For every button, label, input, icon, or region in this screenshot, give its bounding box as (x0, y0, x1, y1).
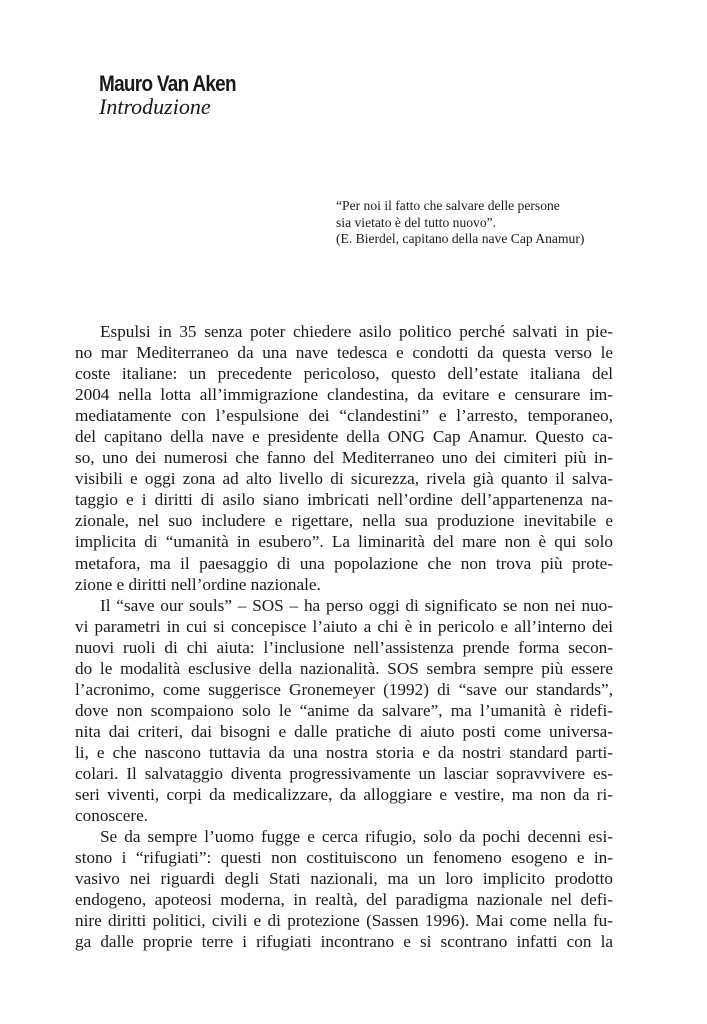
text-line: do le modalità esclusive della nazionalità. SOS sembra sempre più essere (75, 658, 613, 678)
text-line: nuovi ruoli di chi aiuta: l’inclusione nell’assistenza prende forma secon- (75, 637, 613, 657)
epigraph-line: sia vietato è del tutto nuovo”. (336, 214, 497, 230)
text-line: colari. Il salvataggio diventa progressivamente un lasciar sopravvivere es- (75, 763, 613, 783)
text-line: Espulsi in 35 senza poter chiedere asilo politico perché salvati in pie- (100, 322, 613, 341)
text-line: taggio e i diritti di asilo siano imbricati nell’ordine dell’appartenenza na- (75, 490, 613, 510)
text-line: Il “save our souls” – SOS – ha perso oggi di significato se non nei nuo- (100, 595, 613, 615)
text-line: no mar Mediterraneo da una nave tedesca e condotti da questa verso le (75, 343, 613, 363)
text-line: seri viventi, corpi da medicalizzare, da alloggiare e vestire, ma non da ri- (75, 785, 613, 805)
epigraph-line: “Per noi il fatto che salvare delle persone (336, 198, 560, 213)
text-line: vasivo nei riguardi degli Stati nazionali, ma un loro implicito prodotto (75, 869, 613, 889)
paragraph (75, 321, 613, 595)
text-line: Se da sempre l’uomo fugge e cerca rifugio, solo da pochi decenni esi- (100, 827, 613, 847)
text-line: visibili e oggi zona ad alto livello di sicurezza, rivela già quanto il salva- (75, 469, 613, 489)
paragraph (75, 826, 613, 952)
text-line: 2004 nella lotta all’immigrazione clandestina, da evitare e censurare im- (75, 385, 613, 405)
epigraph-line: (E. Bierdel, capitano della nave Cap Anamur) (336, 231, 585, 246)
text-line: nire diritti politici, civili e di protezione (Sassen 1996). Mai come nella fu- (75, 911, 613, 931)
text-line: dove non scompaiono solo le “anime da salvare”, ma l’umanità è ridefi- (75, 700, 613, 720)
text-line: li, e che nascono tuttavia da una nostra storia e da nostri standard parti- (75, 742, 613, 762)
text-line: vi parametri in cui si concepisce l’aiuto a chi è in pericolo e all’interno dei (75, 616, 613, 636)
text-line: conoscere. (75, 806, 149, 826)
text-line: stono i “rifugiati”: questi non costituiscono un fenomeno esogeno e in- (75, 848, 613, 868)
text-line: implicita di “umanità in esubero”. La liminarità del mare non è qui solo (75, 532, 613, 552)
text-line: zionale, nel suo includere e rigettare, nella sua produzione inevitabile e (75, 511, 613, 531)
body-text (75, 321, 613, 952)
text-line: metafora, ma il paesaggio di una popolazione che non trova più prote- (75, 553, 613, 573)
text-line: l’acronimo, come suggerisce Gronemeyer (1992) di “save our standards”, (75, 679, 613, 699)
text-line: zione e diritti nell’ordine nazionale. (75, 574, 321, 594)
author-name: Mauro Van Aken (99, 71, 236, 96)
text-line: del capitano della nave e presidente della ONG Cap Anamur. Questo ca- (75, 427, 613, 447)
text-line: coste italiane: un precedente pericoloso, questo dell’estate italiana del (75, 364, 613, 384)
chapter-title: Introduzione (99, 94, 211, 119)
paragraph (75, 595, 613, 827)
epigraph (336, 198, 636, 248)
text-line: so, uno dei numerosi che fanno del Mediterraneo uno dei cimiteri più in- (75, 448, 613, 468)
text-line: ga dalle proprie terre i rifugiati incontrano e si scontrano infatti con la (75, 932, 613, 952)
text-line: endogeno, apoteosi moderna, in realtà, del paradigma nazionale nel defi- (75, 890, 613, 910)
text-line: nita dai criteri, dai bisogni e dalle pratiche di aiuto posti come universa- (75, 721, 613, 741)
text-line: mediatamente con l’espulsione dei “clandestini” e l’arresto, temporaneo, (75, 406, 613, 426)
